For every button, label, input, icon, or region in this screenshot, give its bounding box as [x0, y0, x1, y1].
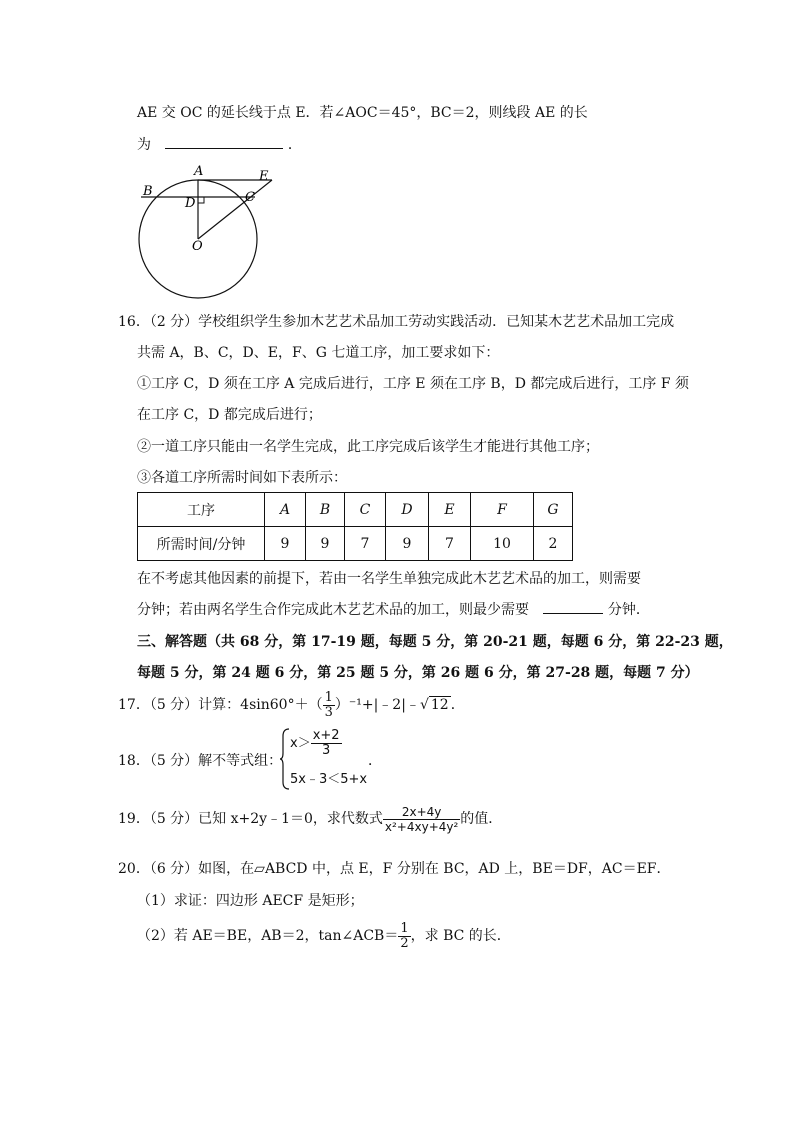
process-time-table — [137, 492, 573, 561]
table-cell: 7 — [345, 527, 386, 561]
q19-frac-den: x²+4xy+4y² — [384, 819, 459, 834]
q18-ineq1-left: x＞ — [290, 736, 311, 751]
table-cell: D — [386, 493, 429, 527]
q16-answer-blank[interactable] — [543, 601, 603, 614]
q17-frac-den: 3 — [324, 704, 333, 720]
q20-fraction — [398, 922, 410, 951]
q20-sub2 — [137, 920, 511, 952]
q20-sub2-prefix: （2）若 AE＝BE，AB＝2，tan∠ACB＝ — [137, 928, 399, 944]
q17-sqrt-value: 12 — [430, 697, 449, 713]
q16-line2: 共需 A，B、C，D、E，F、G 七道工序，加工要求如下： — [137, 345, 500, 361]
q20-frac-num: 1 — [400, 920, 409, 936]
q18-end: ． — [368, 753, 382, 769]
table-cell: 9 — [265, 527, 306, 561]
label-c: C — [245, 190, 255, 205]
q20-line1: 20．（6 分）如图，在▱ABCD 中，点 E，F 分别在 BC，AD 上，BE＝DF，AC＝EF． — [118, 861, 671, 877]
table-row-label: 所需时间/分钟 — [138, 527, 265, 561]
q16-line4: 在工序 C，D 都完成后进行； — [137, 407, 322, 423]
table-cell: F — [471, 493, 534, 527]
left-brace-icon — [280, 728, 290, 790]
q19-fraction — [383, 805, 460, 834]
segment-oe — [198, 180, 272, 239]
q15-line1: AE 交 OC 的延长线于点 E．若∠AOC＝45°，BC＝2，则线段 AE 的长 — [137, 105, 588, 121]
q18-ineq1 — [290, 728, 342, 760]
table-cell: 9 — [306, 527, 345, 561]
label-d: D — [185, 196, 196, 211]
section3-line1: 三、解答题（共 68 分，第 17-19 题，每题 5 分，第 20-21 题，每题 6 分，第 22-23 题， — [137, 634, 733, 650]
q16-line1: 16．（2 分）学校组织学生参加木艺艺术品加工劳动实践活动．已知某木艺艺术品加工完成 — [118, 314, 675, 330]
table-cell: 10 — [471, 527, 534, 561]
label-b: B — [143, 184, 153, 199]
sqrt-icon: √ — [419, 697, 429, 713]
table-cell: 2 — [534, 527, 573, 561]
label-e: E — [259, 169, 269, 184]
q17-prefix: 17．（5 分）计算：4sin60°＋（ — [118, 697, 323, 713]
table-row — [138, 527, 573, 561]
q17 — [118, 690, 465, 720]
q16-line8-prefix: 分钟；若由两名学生合作完成此木艺艺术品的加工，则最少需要 — [137, 602, 529, 618]
label-a: A — [194, 164, 204, 179]
q19-prefix: 19．（5 分）已知 x+2y﹣1＝0，求代数式 — [118, 811, 383, 827]
q16-line5: ②一道工序只能由一名学生完成，此工序完成后该学生才能进行其他工序； — [137, 439, 599, 455]
table-cell: 9 — [386, 527, 429, 561]
q19 — [118, 802, 502, 836]
label-o: O — [192, 239, 203, 254]
table-cell: B — [306, 493, 345, 527]
table-row — [138, 493, 573, 527]
table-header-label: 工序 — [138, 493, 265, 527]
q15-line2-suffix: ． — [287, 137, 302, 153]
table-cell: A — [265, 493, 306, 527]
q16-line8 — [137, 601, 650, 619]
section3-line2: 每题 5 分，第 24 题 6 分，第 25 题 5 分，第 26 题 6 分，第 27-28 题，每题 7 分） — [137, 665, 699, 681]
circle-figure — [130, 160, 280, 305]
q17-end: ． — [450, 697, 465, 713]
right-angle-mark — [198, 197, 204, 203]
q15-line2-prefix: 为 — [137, 137, 151, 153]
q17-frac-num: 1 — [324, 689, 333, 705]
q18-fraction — [311, 729, 342, 758]
q18-prefix: 18．（5 分）解不等式组： — [118, 753, 283, 769]
table-cell: G — [534, 493, 573, 527]
q18-frac-num: x+2 — [312, 728, 340, 743]
table-cell: 7 — [429, 527, 471, 561]
q16-line8-suffix: 分钟． — [607, 602, 650, 618]
q15-line2 — [137, 136, 302, 154]
q20-sub2-suffix: ，求 BC 的长． — [410, 928, 511, 944]
q19-frac-num: 2x+4y — [383, 805, 460, 820]
q18-frac-den: 3 — [321, 743, 331, 758]
q16-line3: ①工序 C，D 须在工序 A 完成后进行，工序 E 须在工序 B，D 都完成后进行，工序 F 须 — [137, 376, 689, 392]
q20-sub1: （1）求证：四边形 AECF 是矩形； — [137, 893, 364, 909]
q18-ineq2: 5x﹣3＜5+x — [290, 772, 368, 787]
q19-suffix: 的值． — [460, 811, 503, 827]
q20-frac-den: 2 — [400, 935, 409, 951]
q17-mid: ）⁻¹+|﹣2|﹣ — [334, 697, 420, 713]
q16-line6: ③各道工序所需时间如下表所示： — [137, 470, 347, 486]
q15-answer-blank[interactable] — [165, 136, 283, 149]
table-cell: E — [429, 493, 471, 527]
table-cell: C — [345, 493, 386, 527]
q16-line7: 在不考虑其他因素的前提下，若由一名学生单独完成此木艺艺术品的加工，则需要 — [137, 571, 641, 587]
q17-fraction — [323, 691, 335, 720]
